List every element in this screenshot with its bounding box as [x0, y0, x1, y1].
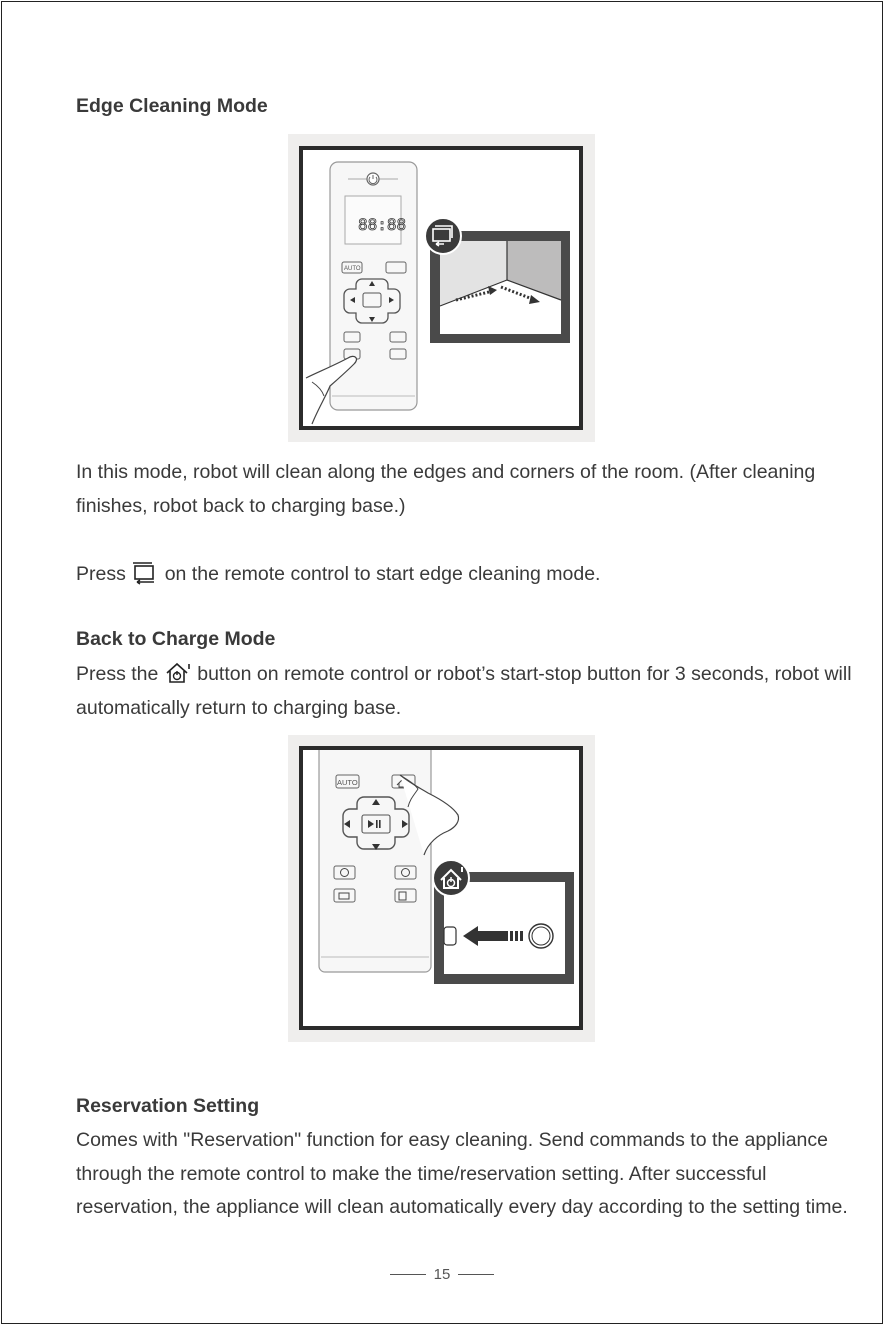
charge-press-prefix: Press the	[76, 663, 159, 685]
page-number-rule-left	[390, 1274, 426, 1275]
page-number	[384, 1264, 500, 1284]
edge-cleaning-figure	[288, 134, 595, 442]
home-charge-icon	[164, 661, 192, 685]
page-number-text: 15	[433, 1265, 451, 1283]
edge-press-instruction	[76, 558, 856, 592]
back-to-charge-title: Back to Charge Mode	[76, 628, 276, 650]
back-to-charge-description	[76, 658, 856, 725]
svg-text:AUTO: AUTO	[344, 266, 361, 272]
edge-cleaning-description: In this mode, robot will clean along the edges and corners of the room. (After cleaning finishes, robot back to charging base.)	[76, 461, 816, 517]
edge-press-prefix: Press	[76, 563, 126, 585]
edge-cleaning-title: Edge Cleaning Mode	[76, 95, 268, 117]
display-digits: 88:88	[358, 215, 407, 234]
page-number-rule-right	[458, 1274, 494, 1275]
charge-press-suffix: button on remote control or robot’s start-stop button for 3 seconds, robot will automatically return to charging base.	[76, 663, 852, 719]
edge-press-suffix: on the remote control to start edge cleaning mode.	[164, 563, 601, 585]
edge-cleaning-icon	[131, 561, 159, 585]
back-to-charge-figure	[288, 735, 595, 1042]
reservation-description: Comes with "Reservation" function for easy cleaning. Send commands to the appliance through the remote control to make the time/reservation setting. After successful reservation, the appliance will clean automatically every day according to the setting time.	[76, 1129, 848, 1218]
remote-auto-label: AUTO	[337, 778, 358, 787]
reservation-title: Reservation Setting	[76, 1095, 260, 1117]
